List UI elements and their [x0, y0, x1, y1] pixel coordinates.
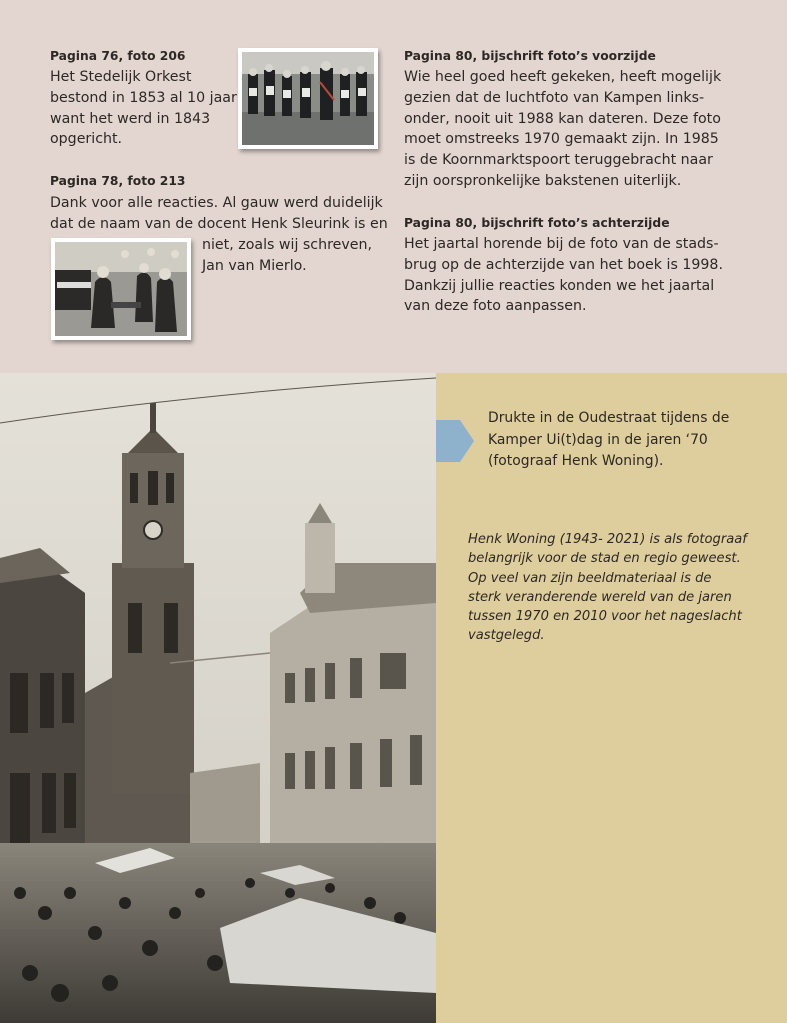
text-line: sterk veranderende wereld van de jaren [468, 589, 732, 605]
text-line: moet omstreeks 1970 gemaakt zijn. In 1985 [404, 131, 719, 148]
text-line: want het werd in 1843 [50, 110, 211, 127]
text-line: tussen 1970 en 2010 voor het nageslacht [468, 609, 742, 625]
text-line: Op veel van zijn beeldmateriaal is de [468, 570, 712, 586]
teacher-photo-image [55, 242, 187, 336]
text-line: Jan van Mierlo. [202, 257, 307, 274]
correction-heading-p80-back: Pagina 80, bijschrift foto’s achterzijde [404, 216, 670, 230]
text-line: Kamper Ui(t)dag in de jaren ‘70 [488, 431, 708, 448]
text-line: Dank voor alle reacties. Al gauw werd duidelijk [50, 195, 383, 211]
correction-text-p80-front [404, 67, 721, 192]
text-line: niet, zoals wij schreven, [202, 237, 372, 253]
text-line: van deze foto aanpassen. [404, 298, 587, 315]
correction-heading-p76: Pagina 76, foto 206 [50, 49, 186, 63]
text-line: gezien dat de luchtfoto van Kampen links- [404, 89, 705, 106]
correction-text-p78 [50, 193, 388, 235]
teacher-photo [51, 238, 191, 340]
photo-caption [488, 408, 729, 473]
text-line: dat de naam van de docent Henk Sleurink is en [50, 215, 388, 232]
text-line: Het jaartal horende bij de foto van de stads- [404, 236, 719, 252]
text-line: Henk Woning (1943- 2021) is als fotograaf [468, 532, 747, 547]
text-line: (fotograaf Henk Woning). [488, 453, 664, 469]
text-line: belangrijk voor de stad en regio geweest. [468, 551, 741, 567]
right-arrow-icon [436, 420, 474, 462]
oudestraat-photo-image [0, 373, 436, 1023]
text-line: bestond in 1853 al 10 jaar [50, 89, 237, 106]
text-line: brug op de achterzijde van het boek is 1998. [404, 256, 723, 273]
text-line: Dankzij jullie reacties konden we het jaartal [404, 277, 715, 294]
text-line: zijn oorspronkelijke bakstenen uiterlijk. [404, 172, 682, 189]
text-line: onder, nooit uit 1988 kan dateren. Deze foto [404, 110, 721, 127]
oudestraat-photo [0, 373, 436, 1023]
text-line: is de Koornmarktspoort teruggebracht naar [404, 152, 713, 169]
orchestra-photo-image [242, 52, 374, 145]
correction-text-p78-wrapped [202, 235, 372, 277]
photographer-note [468, 530, 747, 646]
orchestra-photo [238, 48, 378, 149]
text-line: opgericht. [50, 131, 123, 148]
correction-heading-p78: Pagina 78, foto 213 [50, 174, 186, 188]
text-line: Het Stedelijk Orkest [50, 69, 192, 85]
text-line: Drukte in de Oudestraat tijdens de [488, 410, 730, 426]
correction-text-p76 [50, 67, 237, 150]
text-line: Wie heel goed heeft gekeken, heeft mogelijk [404, 69, 722, 85]
text-line: vastgelegd. [468, 628, 545, 644]
correction-text-p80-back [404, 234, 723, 317]
correction-heading-p80-front: Pagina 80, bijschrift foto’s voorzijde [404, 49, 656, 63]
